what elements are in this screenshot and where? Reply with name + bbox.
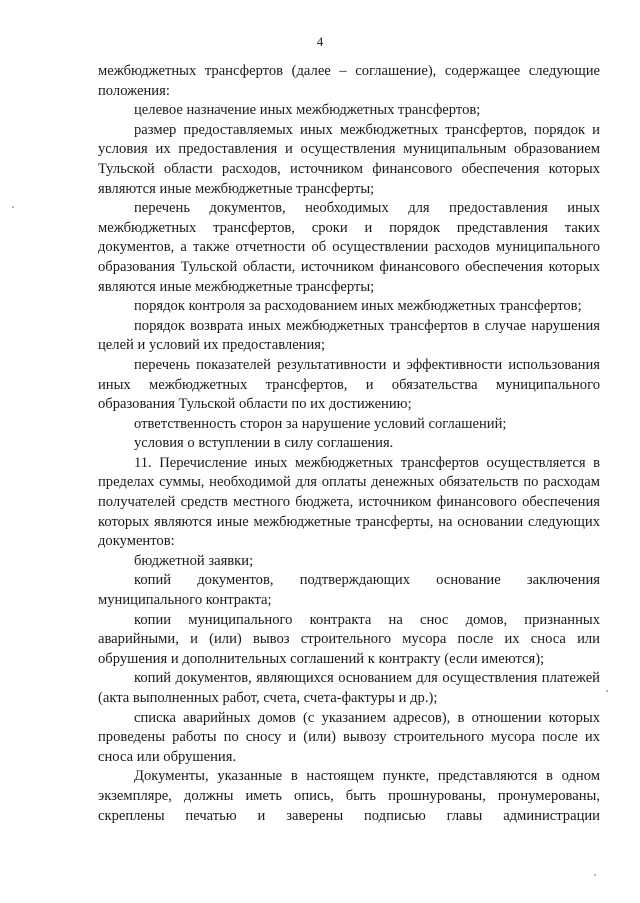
- list-item-contract-basis-copies: копий документов, подтверждающих основание заключения муниципального контракта;: [98, 572, 600, 609]
- scan-speck: [594, 874, 596, 876]
- list-item-contract-copy: копии муниципального контракта на снос домов, признанных аварийными, и (или) вывоз строительного мусора после их сноса или обрушения и дополнительных соглашений к контракту (если имеются);: [98, 611, 600, 667]
- scan-speck: [606, 690, 608, 692]
- list-item-purpose: целевое назначение иных межбюджетных трансфертов;: [134, 102, 481, 119]
- list-item-amount-and-conditions: размер предоставляемых иных межбюджетных трансфертов, порядок и условия их предоставления и осуществления муниципальным образованием Тульской области расходов, источником финансового обеспечения которых являются иные межбюджетные трансферты;: [98, 121, 600, 197]
- list-item-documents-list: перечень документов, необходимых для предоставления иных межбюджетных трансфертов, сроки и порядок представления таких документов, а также отчетности об осуществлении расходов муниципального образования Тульской области, источником финансового обеспечения которых являются иные межбюджетные трансферты;: [98, 200, 600, 295]
- scan-speck: [12, 206, 14, 208]
- list-item-payment-documents: копий документов, являющихся основанием для осуществления платежей (акта выполненных работ, счета, счета-фактуры и др.);: [98, 670, 600, 706]
- paragraph-documents-requirements: Документы, указанные в настоящем пункте, представляются в одном экземпляре, должны иметь опись, быть прошнурованы, пронумерованы, скреплены печатью и заверены подписью главы администрации: [98, 768, 600, 824]
- list-item-responsibility: ответственность сторон за нарушение условий соглашений;: [134, 415, 507, 432]
- list-item-emergency-houses: списка аварийных домов (с указанием адресов), в отношении которых проведены работы по сносу и (или) вывозу строительного мусора после их сноса или обрушения.: [98, 709, 600, 765]
- paragraph-intro-continuation: межбюджетных трансфертов (далее – соглашение), содержащее следующие положения:: [98, 63, 600, 99]
- list-item-performance-indicators: перечень показателей результативности и эффективности использования иных межбюджетных трансфертов, и обязательства муниципального образования Тульской области по их достижению;: [98, 356, 600, 413]
- paragraph-clause-11: 11. Перечисление иных межбюджетных трансфертов осуществляется в пределах суммы, необходимой для оплаты денежных обязательств по расходам получателей средств местного бюджета, источником финансового обеспечения которых являются иные межбюджетные трансферты, на основании следующих документов:: [98, 454, 600, 550]
- list-item-return-procedure: порядок возврата иных межбюджетных трансфертов в случае нарушения целей и условий их предоставления;: [98, 317, 600, 354]
- list-item-control-procedure: порядок контроля за расходованием иных межбюджетных трансфертов;: [134, 298, 582, 315]
- list-item-entry-into-force: условия о вступлении в силу соглашения.: [134, 435, 394, 452]
- list-item-budget-request: бюджетной заявки;: [134, 552, 254, 569]
- page-number: 4: [316, 34, 324, 49]
- document-body: [98, 62, 600, 826]
